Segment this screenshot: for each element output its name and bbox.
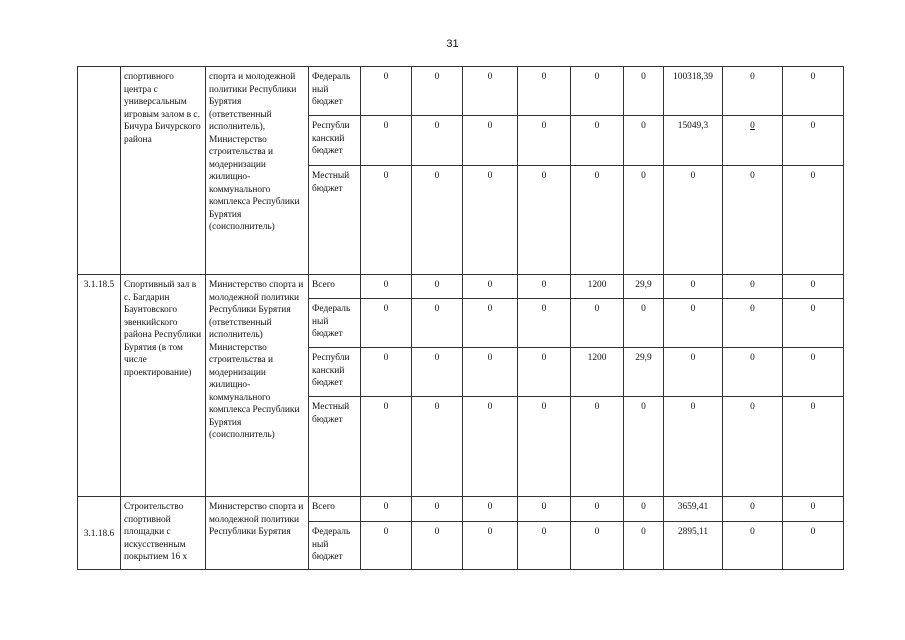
value-cell: 0 <box>518 497 571 522</box>
value-cell: 0 <box>571 67 624 116</box>
funding-source: Всего <box>309 275 361 299</box>
value-cell: 0 <box>412 275 463 299</box>
value-cell: 0 <box>571 166 624 275</box>
value-cell: 0 <box>463 497 518 522</box>
value-cell: 0 <box>412 522 463 570</box>
value-cell: 0 <box>571 299 624 348</box>
value-cell: 0 <box>723 522 783 570</box>
value-cell: 0 <box>783 299 844 348</box>
executor: Министерство спорта и молодежной политики Республики Бурятия (ответственный исполнитель) Министерство строительства и модернизации жилищно-коммунального комплекса Республики Бурятия (соисполнитель) <box>206 275 309 497</box>
value-cell: 0 <box>624 67 664 116</box>
value-cell: 0 <box>518 67 571 116</box>
value-cell: 0 <box>571 522 624 570</box>
table-row <box>78 67 844 116</box>
value-cell: 0 <box>361 497 412 522</box>
value-cell: 0 <box>518 522 571 570</box>
value-cell: 0 <box>518 275 571 299</box>
value-cell: 0 <box>783 116 844 166</box>
funding-source: Федераль ный бюджет <box>309 299 361 348</box>
value-cell: 0 <box>518 397 571 497</box>
executor: спорта и молодежной политики Республики Бурятия (ответственный исполнитель), Министерство строительства и модернизации жилищно-коммунального комплекса Республики Бурятия (соисполнитель) <box>206 67 309 275</box>
value-cell: 0 <box>361 397 412 497</box>
funding-source: Федераль ный бюджет <box>309 67 361 116</box>
value-cell: 0 <box>361 522 412 570</box>
value-cell: 0 <box>723 348 783 397</box>
value-cell: 0 <box>463 348 518 397</box>
value-cell: 15049,3 <box>664 116 723 166</box>
value-cell: 0 <box>664 275 723 299</box>
value-cell: 0 <box>518 116 571 166</box>
value-cell: 0 <box>361 166 412 275</box>
measure-code: 3.1.18.5 <box>78 275 121 497</box>
value-cell: 0 <box>664 299 723 348</box>
measure-name: Строительство спортивной площадки с искусственным покрытием 16 х <box>121 497 206 570</box>
value-cell: 0 <box>463 67 518 116</box>
funding-source: Всего <box>309 497 361 522</box>
value-cell: 0 <box>723 275 783 299</box>
table-row <box>78 275 844 299</box>
value-cell: 0 <box>723 116 783 166</box>
value-cell: 0 <box>361 348 412 397</box>
page-number: 31 <box>446 38 459 50</box>
value-cell: 0 <box>518 166 571 275</box>
value-cell: 0 <box>463 397 518 497</box>
value-cell: 0 <box>412 299 463 348</box>
value-cell: 0 <box>361 67 412 116</box>
value-cell: 0 <box>463 522 518 570</box>
value-cell: 0 <box>723 166 783 275</box>
measure-code: 3.1.18.6 <box>78 497 121 570</box>
value-cell: 0 <box>624 397 664 497</box>
value-cell: 0 <box>361 116 412 166</box>
value-cell: 0 <box>723 299 783 348</box>
measure-name: спортивного центра с универсальным игровым залом в с. Бичура Бичурского района <box>121 67 206 275</box>
value-cell: 0 <box>518 348 571 397</box>
value-cell: 0 <box>412 166 463 275</box>
value-cell: 1200 <box>571 275 624 299</box>
value-cell: 0 <box>571 497 624 522</box>
table-row <box>78 497 844 522</box>
value-cell: 0 <box>664 348 723 397</box>
value-cell: 0 <box>463 166 518 275</box>
funding-source: Федераль ный бюджет <box>309 522 361 570</box>
value-cell: 0 <box>723 397 783 497</box>
value-cell: 1200 <box>571 348 624 397</box>
value-cell: 0 <box>412 497 463 522</box>
value-cell: 100318,39 <box>664 67 723 116</box>
value-cell: 3659,41 <box>664 497 723 522</box>
value-cell: 29,9 <box>624 348 664 397</box>
value-cell: 0 <box>783 275 844 299</box>
value-cell: 2895,11 <box>664 522 723 570</box>
value-cell: 0 <box>463 116 518 166</box>
executor: Министерство спорта и молодежной политики Республики Бурятия <box>206 497 309 570</box>
funding-source: Местный бюджет <box>309 397 361 497</box>
measure-code <box>78 67 121 275</box>
value-cell: 29,9 <box>624 275 664 299</box>
funding-source: Республи канский бюджет <box>309 348 361 397</box>
value-cell: 0 <box>624 299 664 348</box>
funding-source: Местный бюджет <box>309 166 361 275</box>
value-cell: 0 <box>783 497 844 522</box>
budget-table <box>77 66 844 570</box>
value-cell: 0 <box>463 299 518 348</box>
value-cell: 0 <box>664 397 723 497</box>
value-cell: 0 <box>361 275 412 299</box>
value-cell: 0 <box>463 275 518 299</box>
value-cell: 0 <box>624 166 664 275</box>
value-cell: 0 <box>361 299 412 348</box>
value-cell: 0 <box>783 397 844 497</box>
measure-name: Спортивный зал в с. Багдарин Баунтовского эвенкийского района Республики Бурятия (в том числе проектирование) <box>121 275 206 497</box>
value-cell: 0 <box>624 497 664 522</box>
funding-source: Республи канский бюджет <box>309 116 361 166</box>
value-cell: 0 <box>412 348 463 397</box>
value-cell: 0 <box>624 522 664 570</box>
value-cell: 0 <box>783 348 844 397</box>
value-cell: 0 <box>571 116 624 166</box>
value-cell: 0 <box>571 397 624 497</box>
value-cell: 0 <box>723 67 783 116</box>
value-cell: 0 <box>783 67 844 116</box>
value-cell: 0 <box>412 116 463 166</box>
value-cell: 0 <box>783 522 844 570</box>
value-cell: 0 <box>783 166 844 275</box>
value-cell: 0 <box>412 397 463 497</box>
value-cell: 0 <box>518 299 571 348</box>
value-cell: 0 <box>664 166 723 275</box>
value-cell: 0 <box>412 67 463 116</box>
value-cell: 0 <box>723 497 783 522</box>
value-cell: 0 <box>624 116 664 166</box>
